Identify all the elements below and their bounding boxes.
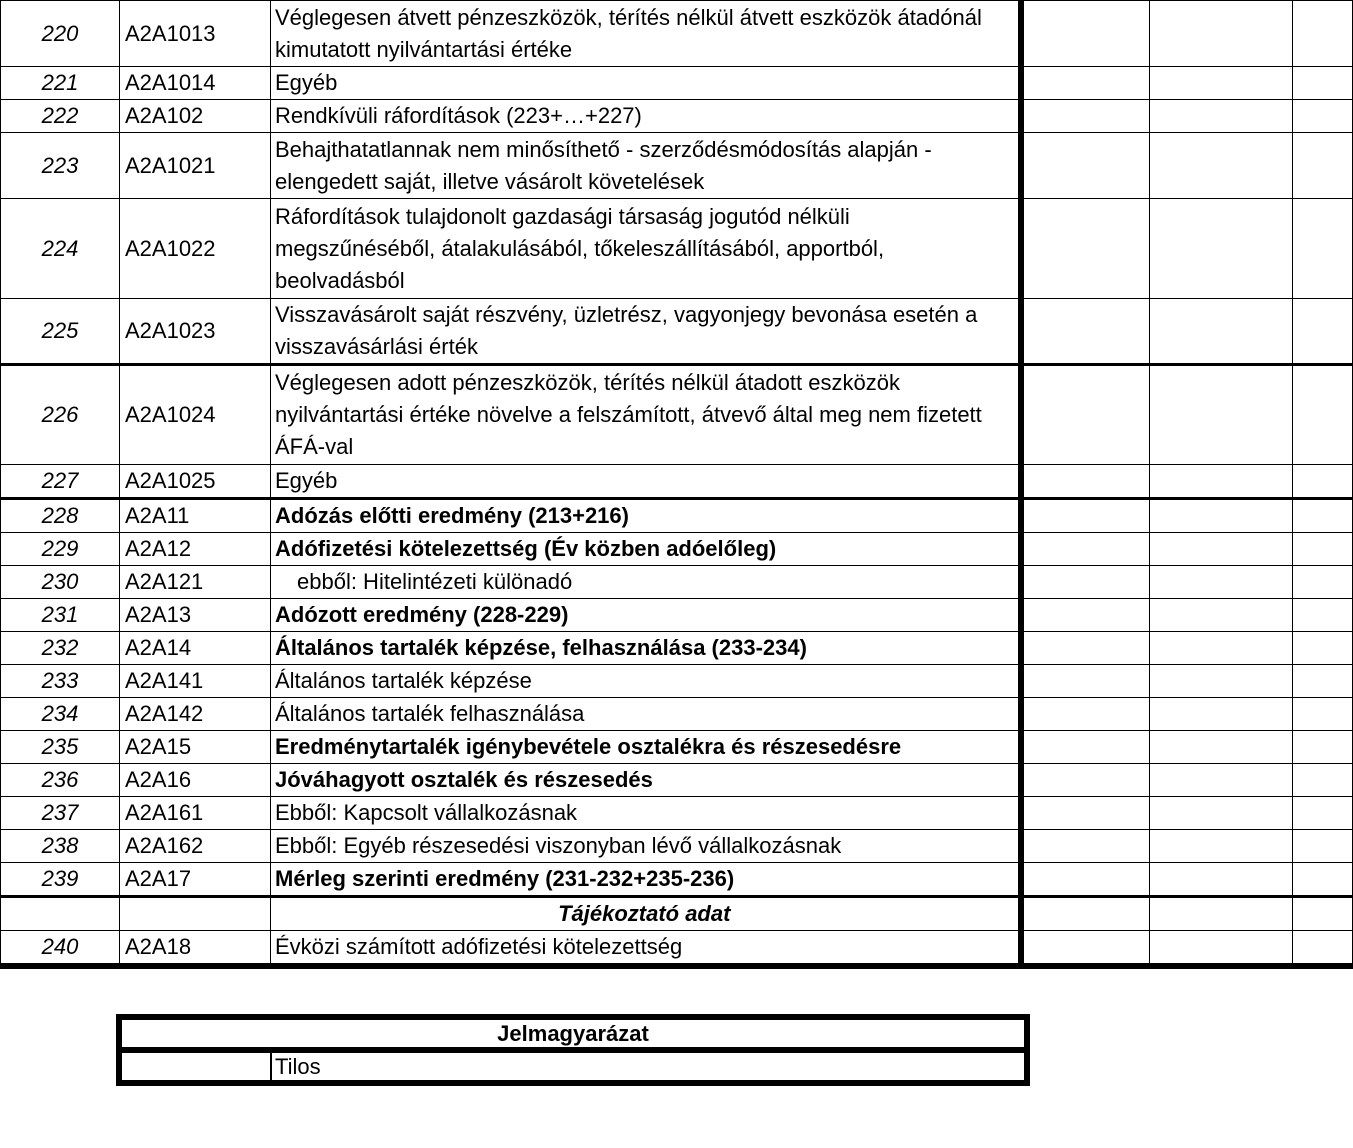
value-cell-3[interactable] bbox=[1293, 199, 1353, 299]
value-cell-3[interactable] bbox=[1293, 931, 1353, 967]
table-row bbox=[1, 665, 1353, 698]
table-row bbox=[1, 764, 1353, 797]
row-code: A2A142 bbox=[120, 698, 271, 731]
value-cell-1[interactable] bbox=[1021, 931, 1150, 967]
value-cell-2[interactable] bbox=[1150, 863, 1293, 897]
row-code: A2A14 bbox=[120, 632, 271, 665]
row-description: Jóváhagyott osztalék és részesedés bbox=[271, 764, 1021, 797]
row-description: Általános tartalék képzése, felhasználása (233-234) bbox=[271, 632, 1021, 665]
row-description: Ebből: Kapcsolt vállalkozásnak bbox=[271, 797, 1021, 830]
value-cell-3[interactable] bbox=[1293, 465, 1353, 499]
value-cell-3[interactable] bbox=[1293, 764, 1353, 797]
value-cell-2[interactable] bbox=[1150, 797, 1293, 830]
value-cell-1[interactable] bbox=[1021, 863, 1150, 897]
value-cell-2[interactable] bbox=[1150, 67, 1293, 100]
value-cell-1[interactable] bbox=[1021, 830, 1150, 863]
legend-item-row bbox=[119, 1050, 1027, 1083]
row-number: 228 bbox=[1, 499, 120, 533]
table-row bbox=[1, 830, 1353, 863]
value-cell-3[interactable] bbox=[1293, 731, 1353, 764]
value-cell-2[interactable] bbox=[1150, 665, 1293, 698]
section-header-row bbox=[1, 897, 1353, 931]
value-cell-1[interactable] bbox=[1021, 100, 1150, 133]
row-number: 226 bbox=[1, 365, 120, 465]
value-cell-2[interactable] bbox=[1150, 731, 1293, 764]
row-description: Rendkívüli ráfordítások (223+…+227) bbox=[271, 100, 1021, 133]
value-cell-1[interactable] bbox=[1021, 299, 1150, 365]
row-description: Véglegesen átvett pénzeszközök, térítés nélkül átvett eszközök átadónál kimutatott nyilvántartási értéke bbox=[271, 1, 1021, 67]
row-code: A2A1025 bbox=[120, 465, 271, 499]
value-cell-2[interactable] bbox=[1150, 931, 1293, 967]
row-description: Behajthatatlannak nem minősíthető - szerződésmódosítás alapján - elengedett saját, illetve vásárolt követelések bbox=[271, 133, 1021, 199]
row-code: A2A15 bbox=[120, 731, 271, 764]
value-cell-1[interactable] bbox=[1021, 533, 1150, 566]
row-code: A2A1023 bbox=[120, 299, 271, 365]
value-cell-1[interactable] bbox=[1021, 599, 1150, 632]
value-cell-3[interactable] bbox=[1293, 133, 1353, 199]
row-number: 223 bbox=[1, 133, 120, 199]
value-cell-3[interactable] bbox=[1293, 533, 1353, 566]
row-number: 238 bbox=[1, 830, 120, 863]
row-number: 227 bbox=[1, 465, 120, 499]
table-row bbox=[1, 100, 1353, 133]
row-number: 234 bbox=[1, 698, 120, 731]
value-cell-3[interactable] bbox=[1293, 797, 1353, 830]
row-number: 237 bbox=[1, 797, 120, 830]
row-description: Évközi számított adófizetési kötelezettség bbox=[271, 931, 1021, 967]
row-number: 233 bbox=[1, 665, 120, 698]
row-description: Adózott eredmény (228-229) bbox=[271, 599, 1021, 632]
row-description: Adófizetési kötelezettség (Év közben adóelőleg) bbox=[271, 533, 1021, 566]
table-row bbox=[1, 797, 1353, 830]
table-row bbox=[1, 299, 1353, 365]
value-cell-2[interactable] bbox=[1150, 533, 1293, 566]
row-description: Ebből: Egyéb részesedési viszonyban lévő vállalkozásnak bbox=[271, 830, 1021, 863]
value-cell-2[interactable] bbox=[1150, 199, 1293, 299]
value-cell-3[interactable] bbox=[1293, 665, 1353, 698]
value-cell-1[interactable] bbox=[1021, 499, 1150, 533]
row-description: Egyéb bbox=[271, 67, 1021, 100]
value-cell-2[interactable] bbox=[1150, 897, 1293, 931]
row-description: Általános tartalék felhasználása bbox=[271, 698, 1021, 731]
row-description: Eredménytartalék igénybevétele osztalékra és részesedésre bbox=[271, 731, 1021, 764]
row-number: 225 bbox=[1, 299, 120, 365]
row-description: Általános tartalék képzése bbox=[271, 665, 1021, 698]
row-code: A2A141 bbox=[120, 665, 271, 698]
value-cell-3[interactable] bbox=[1293, 830, 1353, 863]
table-row bbox=[1, 133, 1353, 199]
row-code: A2A121 bbox=[120, 566, 271, 599]
row-code: A2A1021 bbox=[120, 133, 271, 199]
value-cell-3[interactable] bbox=[1293, 599, 1353, 632]
value-cell-2[interactable] bbox=[1150, 830, 1293, 863]
row-description: Visszavásárolt saját részvény, üzletrész, vagyonjegy bevonása esetén a visszavásárlási érték bbox=[271, 299, 1021, 365]
row-number: 232 bbox=[1, 632, 120, 665]
row-code: A2A16 bbox=[120, 764, 271, 797]
row-number: 224 bbox=[1, 199, 120, 299]
row-description: ebből: Hitelintézeti különadó bbox=[271, 566, 1021, 599]
value-cell-1[interactable] bbox=[1021, 764, 1150, 797]
value-cell-2[interactable] bbox=[1150, 599, 1293, 632]
row-code: A2A1014 bbox=[120, 67, 271, 100]
row-number: 229 bbox=[1, 533, 120, 566]
row-code: A2A12 bbox=[120, 533, 271, 566]
row-code: A2A102 bbox=[120, 100, 271, 133]
value-cell-1[interactable] bbox=[1021, 698, 1150, 731]
table-row bbox=[1, 67, 1353, 100]
value-cell-2[interactable] bbox=[1150, 632, 1293, 665]
value-cell-2[interactable] bbox=[1150, 1, 1293, 67]
value-cell-3[interactable] bbox=[1293, 698, 1353, 731]
legend-table bbox=[116, 1014, 1030, 1086]
row-code: A2A18 bbox=[120, 931, 271, 967]
value-cell-3[interactable] bbox=[1293, 897, 1353, 931]
value-cell-2[interactable] bbox=[1150, 499, 1293, 533]
table-row bbox=[1, 365, 1353, 465]
table-row bbox=[1, 863, 1353, 897]
row-number: 222 bbox=[1, 100, 120, 133]
value-cell-2[interactable] bbox=[1150, 299, 1293, 365]
value-cell-2[interactable] bbox=[1150, 764, 1293, 797]
table-row bbox=[1, 465, 1353, 499]
value-cell-3[interactable] bbox=[1293, 365, 1353, 465]
row-code: A2A13 bbox=[120, 599, 271, 632]
value-cell-1[interactable] bbox=[1021, 731, 1150, 764]
table-row bbox=[1, 632, 1353, 665]
value-cell-3[interactable] bbox=[1293, 67, 1353, 100]
value-cell-1[interactable] bbox=[1021, 566, 1150, 599]
table-row bbox=[1, 1, 1353, 67]
report-table-body bbox=[1, 1, 1353, 967]
row-number: 221 bbox=[1, 67, 120, 100]
value-cell-1[interactable] bbox=[1021, 632, 1150, 665]
row-number: 235 bbox=[1, 731, 120, 764]
row-number: 220 bbox=[1, 1, 120, 67]
table-row bbox=[1, 599, 1353, 632]
value-cell-1[interactable] bbox=[1021, 797, 1150, 830]
table-row bbox=[1, 199, 1353, 299]
legend-item-label: Tilos bbox=[271, 1050, 1027, 1083]
value-cell-3[interactable] bbox=[1293, 299, 1353, 365]
table-row bbox=[1, 533, 1353, 566]
row-number bbox=[1, 897, 120, 931]
table-row bbox=[1, 731, 1353, 764]
value-cell-3[interactable] bbox=[1293, 632, 1353, 665]
value-cell-1[interactable] bbox=[1021, 199, 1150, 299]
legend-header-row bbox=[119, 1017, 1027, 1050]
table-row bbox=[1, 931, 1353, 967]
row-number: 236 bbox=[1, 764, 120, 797]
row-code: A2A1013 bbox=[120, 1, 271, 67]
table-row bbox=[1, 698, 1353, 731]
value-cell-1[interactable] bbox=[1021, 465, 1150, 499]
value-cell-3[interactable] bbox=[1293, 100, 1353, 133]
row-number: 231 bbox=[1, 599, 120, 632]
value-cell-1[interactable] bbox=[1021, 665, 1150, 698]
row-number: 239 bbox=[1, 863, 120, 897]
value-cell-2[interactable] bbox=[1150, 465, 1293, 499]
row-description: Egyéb bbox=[271, 465, 1021, 499]
value-cell-1[interactable] bbox=[1021, 133, 1150, 199]
value-cell-3[interactable] bbox=[1293, 863, 1353, 897]
value-cell-1[interactable] bbox=[1021, 897, 1150, 931]
row-code: A2A11 bbox=[120, 499, 271, 533]
table-row bbox=[1, 499, 1353, 533]
section-title: Tájékoztató adat bbox=[271, 897, 1021, 931]
row-description: Ráfordítások tulajdonolt gazdasági társaság jogutód nélküli megszűnéséből, átalakulásából, tőkeleszállításából, apportból, beolvadásból bbox=[271, 199, 1021, 299]
value-cell-2[interactable] bbox=[1150, 100, 1293, 133]
row-number: 230 bbox=[1, 566, 120, 599]
row-code: A2A17 bbox=[120, 863, 271, 897]
legend-swatch-blank bbox=[119, 1050, 271, 1083]
value-cell-3[interactable] bbox=[1293, 566, 1353, 599]
row-code: A2A161 bbox=[120, 797, 271, 830]
row-description: Véglegesen adott pénzeszközök, térítés nélkül átadott eszközök nyilvántartási értéke növelve a felszámított, átvevő által meg nem fizetett ÁFÁ-val bbox=[271, 365, 1021, 465]
value-cell-2[interactable] bbox=[1150, 698, 1293, 731]
value-cell-1[interactable] bbox=[1021, 1, 1150, 67]
row-code: A2A162 bbox=[120, 830, 271, 863]
value-cell-1[interactable] bbox=[1021, 365, 1150, 465]
value-cell-3[interactable] bbox=[1293, 1, 1353, 67]
row-code: A2A1024 bbox=[120, 365, 271, 465]
row-code bbox=[120, 897, 271, 931]
value-cell-2[interactable] bbox=[1150, 133, 1293, 199]
value-cell-2[interactable] bbox=[1150, 365, 1293, 465]
row-description: Mérleg szerinti eredmény (231-232+235-236) bbox=[271, 863, 1021, 897]
row-number: 240 bbox=[1, 931, 120, 967]
value-cell-2[interactable] bbox=[1150, 566, 1293, 599]
value-cell-1[interactable] bbox=[1021, 67, 1150, 100]
legend-title: Jelmagyarázat bbox=[119, 1017, 1027, 1050]
row-description: Adózás előtti eredmény (213+216) bbox=[271, 499, 1021, 533]
row-code: A2A1022 bbox=[120, 199, 271, 299]
value-cell-3[interactable] bbox=[1293, 499, 1353, 533]
table-row bbox=[1, 566, 1353, 599]
